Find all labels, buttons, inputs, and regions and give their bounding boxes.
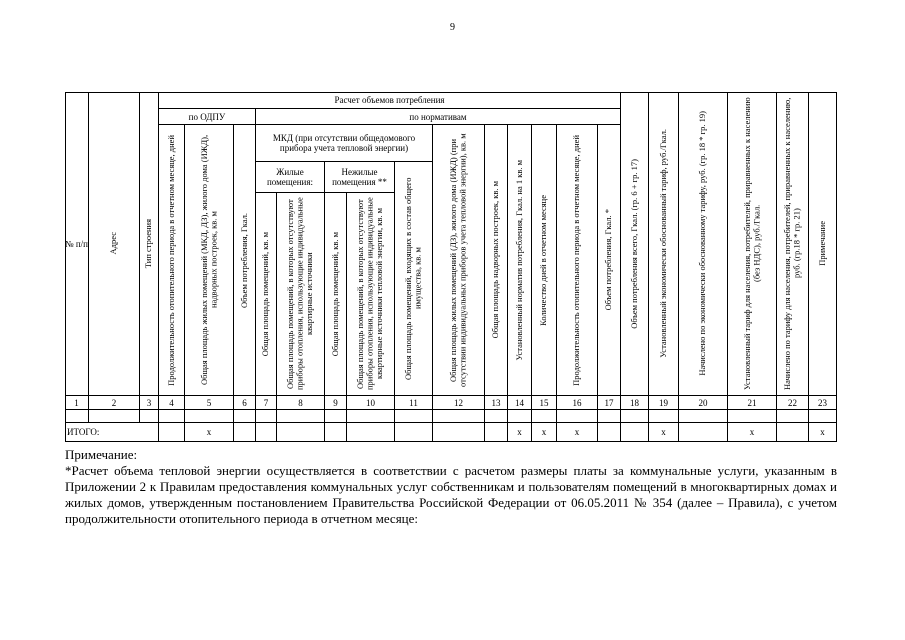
total-cell: x [185,423,234,442]
total-cell [777,423,809,442]
header-living-area-no-heating-text: Общая площадь помещений, в которых отсутствуют приборы отопления, использующие индивидуальные квартирные источники [285,197,315,391]
column-number: 19 [649,396,679,410]
header-norm-text: Установленный норматив потребления, Гкал. на 1 кв. м [513,159,524,361]
total-cell [325,423,347,442]
header-nonliving-area-text: Общая площадь помещений, кв. м [329,231,340,357]
header-nonliving-area-no-heating-text: Общая площадь помещений, в которых отсутствуют приборы отопления, использующие индивидуальные квартирные источники тепловой энергии, кв. м [355,197,385,391]
header-building-type [140,92,159,396]
column-number: 4 [159,396,185,410]
header-building-type-text: Тип строения [143,218,154,269]
page-number: 9 [450,22,455,33]
column-number: 9 [325,396,347,410]
empty-cell [395,410,433,423]
total-cell [347,423,395,442]
column-number: 11 [395,396,433,410]
column-number: 3 [140,396,159,410]
column-number: 1 [65,396,89,410]
header-area-outbuildings-text: Общая площадь надворных построек, кв. м [490,181,501,339]
empty-cell [65,410,89,423]
empty-cell [485,410,508,423]
empty-cell [433,410,485,423]
header-heating-days-odpu [159,125,185,396]
total-label: ИТОГО: [65,423,159,442]
header-address [89,92,140,396]
header-nonliving-area [325,193,347,396]
total-cell [433,423,485,442]
header-heating-days-odpu-text: Продолжительность отопительного периода в отчетном месяце, дней [165,134,176,386]
empty-cell [532,410,557,423]
header-heating-days-norm [557,125,598,396]
empty-cell [347,410,395,423]
total-cell [159,423,185,442]
header-total-consumption [621,92,649,396]
column-number: 2 [89,396,140,410]
empty-cell [185,410,234,423]
header-norm [508,125,532,396]
header-charged-economic [679,92,728,396]
column-number: 12 [433,396,485,410]
column-number: 13 [485,396,508,410]
header-by-norms: по нормативам [256,109,621,125]
total-cell [485,423,508,442]
empty-cell [159,410,185,423]
total-cell: x [557,423,598,442]
header-charged-economic-text: Начислено по экономически обоснованному тарифу, руб. (гр. 18 * гр. 19) [697,111,708,376]
header-index: № п/п [65,92,89,396]
header-area-outbuildings [485,125,508,396]
column-number: 5 [185,396,234,410]
header-population-tariff-text: Установленный тариф для населения, потребителей, приравненных к населению (без НДС), руб./Гкал. [741,97,761,390]
column-number: 14 [508,396,532,410]
header-living: Жилые помещения: [256,162,325,193]
empty-cell [728,410,777,423]
total-cell [256,423,277,442]
column-number: 21 [728,396,777,410]
empty-cell [277,410,325,423]
total-cell: x [649,423,679,442]
column-number: 8 [277,396,325,410]
empty-cell [89,410,140,423]
header-living-area-text: Общая площадь помещений, кв. м [260,231,271,357]
header-mkd: МКД (при отсутствии общедомового прибора учета тепловой энергии) [256,125,433,162]
column-number: 6 [234,396,256,410]
header-total-consumption-text: Объем потребления всего, Гкал. (гр. 6 + гр. 17) [628,158,639,329]
header-area-house-text: Общая площадь жилых помещений (ДЗ), жилого дома (ИЖД) (при отсутствии индивидуальных приборов учета тепловой энергии), кв. м [448,133,468,387]
empty-cell [809,410,837,423]
note-title: Примечание: [65,447,138,462]
column-number: 15 [532,396,557,410]
column-number: 17 [598,396,621,410]
total-cell [598,423,621,442]
header-common-property-area-text: Общая площадь помещений, входящих в состав общего имущества, кв. м [403,177,423,380]
header-living-area [256,193,277,396]
header-area-odpu-text: Общая площадь жилых помещений (МКД, ДЗ), жилого дома (ИЖД), надворных построек, кв. м [198,134,218,386]
total-cell [621,423,649,442]
header-nonliving: Нежилые помещения ** [325,162,395,193]
total-cell: x [532,423,557,442]
consumption-table [65,92,837,442]
total-cell [234,423,256,442]
empty-cell [508,410,532,423]
header-nonliving-area-no-heating [347,193,395,396]
empty-cell [557,410,598,423]
header-calc-volumes: Расчет объемов потребления [159,92,621,109]
total-cell: x [728,423,777,442]
empty-cell [777,410,809,423]
header-address-text: Адрес [108,232,119,255]
column-number: 23 [809,396,837,410]
total-cell: x [809,423,837,442]
header-area-house [433,125,485,396]
header-economic-tariff-text: Установленный экономически обоснованный тариф, руб./Гкал. [657,129,668,358]
header-volume-odpu [234,125,256,396]
header-population-tariff [728,92,777,396]
column-number: 20 [679,396,728,410]
total-cell [277,423,325,442]
empty-cell [140,410,159,423]
column-number: 22 [777,396,809,410]
header-remark-text: Примечание [816,221,827,266]
empty-cell [679,410,728,423]
header-charged-population [777,92,809,396]
header-volume-odpu-text: Объем потребления, Гкал. [238,212,249,308]
header-common-property-area [395,162,433,396]
total-cell: x [508,423,532,442]
header-volume-norm-text: Объем потребления, Гкал. * [603,209,614,311]
header-heating-days-norm-text: Продолжительность отопительного периода в отчетном месяце, дней [571,134,582,386]
total-cell [679,423,728,442]
header-days-in-month [532,125,557,396]
total-cell [395,423,433,442]
column-number: 18 [621,396,649,410]
header-living-area-no-heating [277,193,325,396]
header-days-in-month-text: Количество дней в отчетном месяце [538,194,549,326]
column-number: 10 [347,396,395,410]
empty-cell [256,410,277,423]
column-number: 7 [256,396,277,410]
header-charged-population-text: Начислено по тарифу для населения, потребителей, приравненных к населению, руб. (гр.18 * гр. 21) [782,97,802,390]
empty-cell [649,410,679,423]
note-text: *Расчет объема тепловой энергии осуществляется в соответствии с расчетом размеры платы за коммунальные услуги, указанным в Приложении 2 к Правилам предоставления коммунальных услуг собственникам и пользователям помещений в многоквартирных домах и жилых домов, утвержденным постановлением Правительства Российской Федерации от 06.05.2011 № 354 (далее – Правила), с учетом продолжительности отопительного периода в отчетном месяце: [65,463,837,526]
header-volume-norm [598,125,621,396]
empty-cell [598,410,621,423]
column-number: 16 [557,396,598,410]
header-economic-tariff [649,92,679,396]
header-area-odpu [185,125,234,396]
empty-cell [325,410,347,423]
header-remark [809,92,837,396]
empty-cell [234,410,256,423]
empty-cell [621,410,649,423]
header-by-odpu: по ОДПУ [159,109,256,125]
